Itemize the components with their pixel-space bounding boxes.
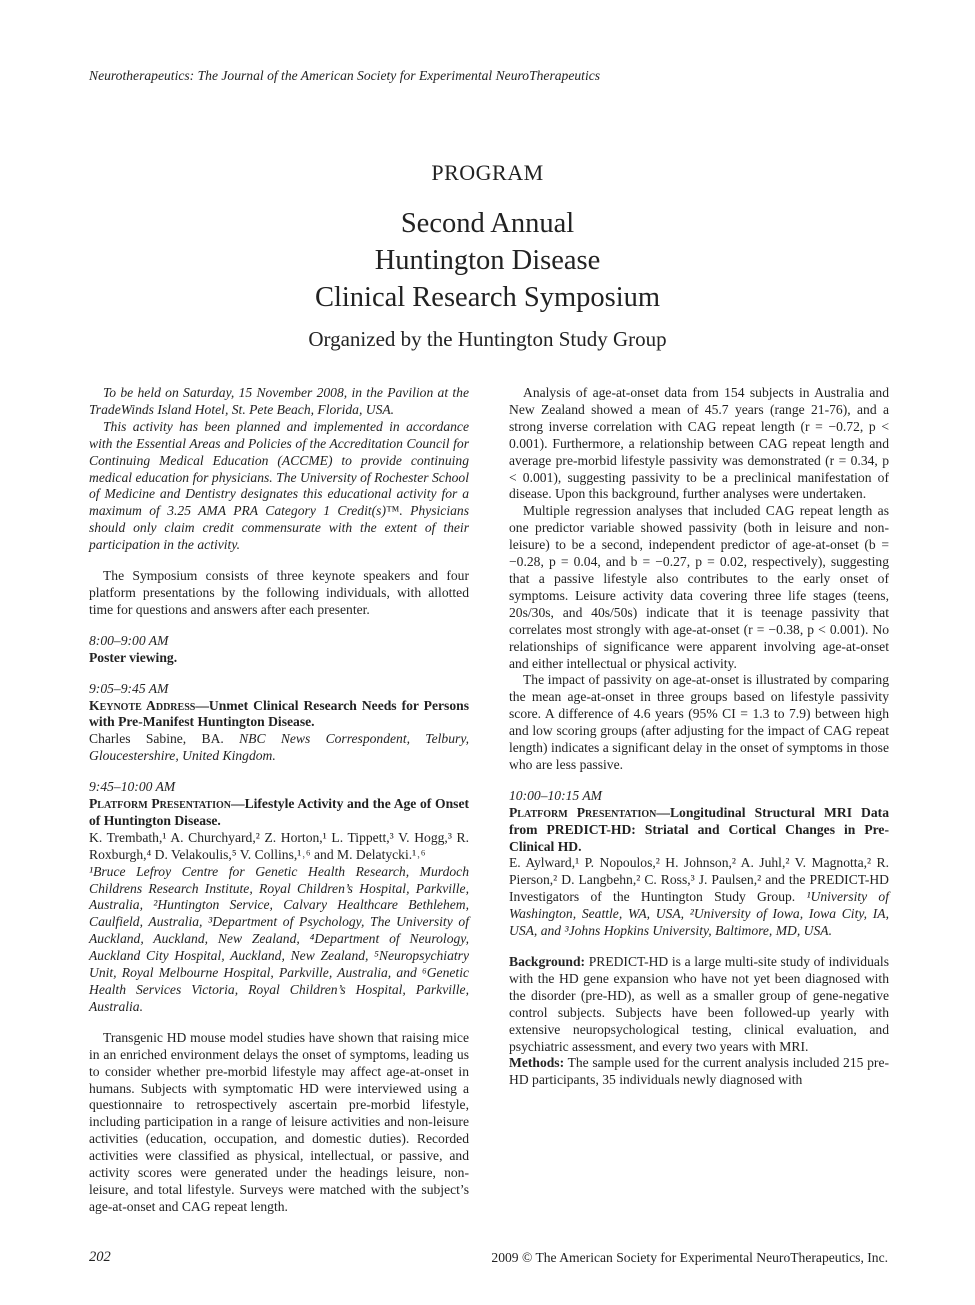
background-text: PREDICT-HD is a large multi-site study of individuals with the HD gene expansion who have not yet been diagnosed with the disorder (pre-HD), as well as a smaller group of gene-negative control subjects. Subjects have been followed-up yearly with extensive neuropsychological testing, clinical evaluation, and psychiatric assessment, and every two years with MRI. (509, 954, 889, 1054)
session-title: —Longitudinal Structural MRI Data from PREDICT-HD: Striatal and Cortical Changes in Pre-Clinical HD. (509, 804, 889, 854)
methods-text: The sample used for the current analysis included 215 pre-HD participants, 35 individuals newly diagnosed with (509, 1055, 890, 1088)
running-head: Neurotherapeutics: The Journal of the American Society for Experimental NeuroTherapeutics (89, 68, 601, 83)
session-time: 10:00–10:15 AM (509, 787, 603, 803)
session-kind: Platform Presentation (89, 796, 231, 812)
title-line: Clinical Research Symposium (314, 282, 661, 313)
speaker-name: Charles Sabine, BA. (89, 731, 224, 747)
venue-paragraph: To be held on Saturday, 15 November 2008, in the Pavilion at the TradeWinds Island Hotel, St. Pete Beach, Florida, USA. (89, 385, 469, 417)
session-heading (89, 796, 469, 830)
session-title: —Lifestyle Activity and the Age of Onset of Huntington Disease. (89, 796, 469, 828)
author-list: K. Trembath,¹ A. Churchyard,² Z. Horton,¹ L. Tippett,³ V. Hogg,³ R. Roxburgh,⁴ D. Velakoulis,⁵ V. Collins,¹˒⁶ and M. Delatycki.¹˒⁶ (89, 829, 469, 862)
session-time: 9:45–10:00 AM (89, 779, 176, 795)
methods-paragraph (509, 1055, 889, 1089)
title-line: Huntington Disease (374, 245, 601, 276)
session-title: —Unmet Clinical Research Needs for Persons with Pre-Manifest Huntington Disease. (89, 697, 469, 730)
abstract-paragraph: Analysis of age-at-onset data from 154 subjects in Australia and New Zealand showed a mean of 45.7 years (range 21-76), and a strong inverse correlation with CAG repeat length (r = −0.72, p < 0.001). Furthermore, a relationship between CAG repeat length and average pre-morbid lifestyle passivity was demonstrated (r = 0.34, p < 0.001), suggesting passivity to be a preclinical manifestation of disease. Upon this background, further analyses were undertaken. (509, 385, 889, 502)
methods-label: Methods: (509, 1055, 565, 1071)
affiliation-list: ¹University of Washington, Seattle, WA, USA, ²University of Iowa, Iowa City, IA, USA, and ³Johns Hopkins University, Baltimore, MD, USA. (509, 889, 889, 939)
organizer-line: Organized by the Huntington Study Group (308, 327, 667, 351)
title-line: Second Annual (400, 208, 575, 239)
session-title: Poster viewing. (89, 649, 178, 665)
background-label: Background: (509, 954, 586, 969)
accreditation-paragraph: This activity has been planned and implemented in accordance with the Essential Areas and Policies of the Accreditation Council for Continuing Medical Education (ACCME) to provide continuing medical education for physicians. The University of Rochester School of Medicine and Dentistry designates this educational activity for a maximum of 3.25 AMA PRA Category 1 Credit(s)™. Physicians should only claim credit commensurate with the extent of their participation in the activity. (89, 418, 469, 553)
session-time: 9:05–9:45 AM (89, 680, 169, 696)
symposium-title (0, 205, 975, 316)
page-number: 202 (89, 1249, 111, 1265)
right-column (509, 385, 889, 1089)
affiliation-list: ¹Bruce Lefroy Centre for Genetic Health Research, Murdoch Childrens Research Institute, Royal Children’s Hospital, Parkville, Australia, ²Huntington Service, Calvary Healthcare Bethlehem, Caulfield, Australia, ³Department of Psychology, The University of Auckland, Auckland, New Zealand, ⁴Department of Neurology, Auckland City Hospital, Auckland, New Zealand, ⁵Neuropsychiatry Unit, Royal Melbourne Hospital, Parkville, Australia, and ⁶Genetic Health Services Victoria, Royal Children’s Hospital, Parkville, Australia. (89, 863, 469, 1014)
background-paragraph (509, 954, 889, 1055)
author-list (509, 855, 889, 940)
session-heading (509, 805, 889, 856)
left-column (89, 385, 469, 1216)
session-kind: Keynote Address (89, 697, 196, 713)
overview-paragraph: The Symposium consists of three keynote speakers and four platform presentations by the following individuals, with allotted time for questions and answers after each presenter. (89, 568, 469, 617)
speaker-line (89, 731, 469, 765)
speaker-affiliation: NBC News Correspondent, Telbury, Gloucestershire, United Kingdom. (89, 731, 469, 764)
authors: E. Aylward,¹ P. Nopoulos,² H. Johnson,² A. Juhl,² V. Magnotta,² R. Pierson,² D. Langbehn,² C. Ross,³ J. Paulsen,² and the PREDICT-HD Investigators of the Huntington Study Group. (509, 855, 889, 905)
session-time: 8:00–9:00 AM (89, 632, 169, 648)
abstract-paragraph: Multiple regression analyses that included CAG repeat length as one predictor variable showed passivity (both in leisure and non-leisure) to be a second, independent predictor of age-at-onset (b = −0.28, p = 0.04, and b = −0.27, p = 0.02, respectively), suggesting that a passive lifestyle also contributes to the early onset of symptoms. Leisure activity data covering three life stages (teens, 20s/30s, and 40s/50s) indicate that it is teenage passivity that correlates most strongly with age-at-onset (r = −0.38, p < 0.001). No relationships of significance were apparent involving age-at-onset and either intellectual or physical activity. (509, 503, 889, 671)
program-label: PROGRAM (431, 160, 544, 185)
abstract-paragraph: Transgenic HD mouse model studies have shown that raising mice in an enriched environment delays the onset of symptoms, leading us to consider whether pre-morbid lifestyle may affect age-at-onset in humans. Subjects with symptomatic HD were interviewed using a questionnaire to retrospectively ascertain pre-morbid lifestyle, including participation in a range of leisure activities and non-leisure activities (education, occupation, and domestic duties). Recorded activities were classified as physical, intellectual, or passive, and activity scores were generated under the headings leisure, non-leisure, and total lifestyle. Surveys were matched with the subject’s age-at-onset and CAG repeat length. (89, 1029, 469, 1214)
session-heading (89, 698, 469, 732)
copyright-footer: 2009 © The American Society for Experimental NeuroTherapeutics, Inc. (491, 1250, 888, 1265)
session-kind: Platform Presentation (509, 804, 657, 820)
abstract-paragraph: The impact of passivity on age-at-onset is illustrated by comparing the mean age-at-onset in three groups based on lifestyle passivity score. A difference of 4.6 years (95% CI = 1.3 to 7.9) between high and low scoring groups (after adjusting for the impact of CAG repeat length) indicates a significant delay in the onset of symptoms in those who are less passive. (509, 672, 889, 772)
